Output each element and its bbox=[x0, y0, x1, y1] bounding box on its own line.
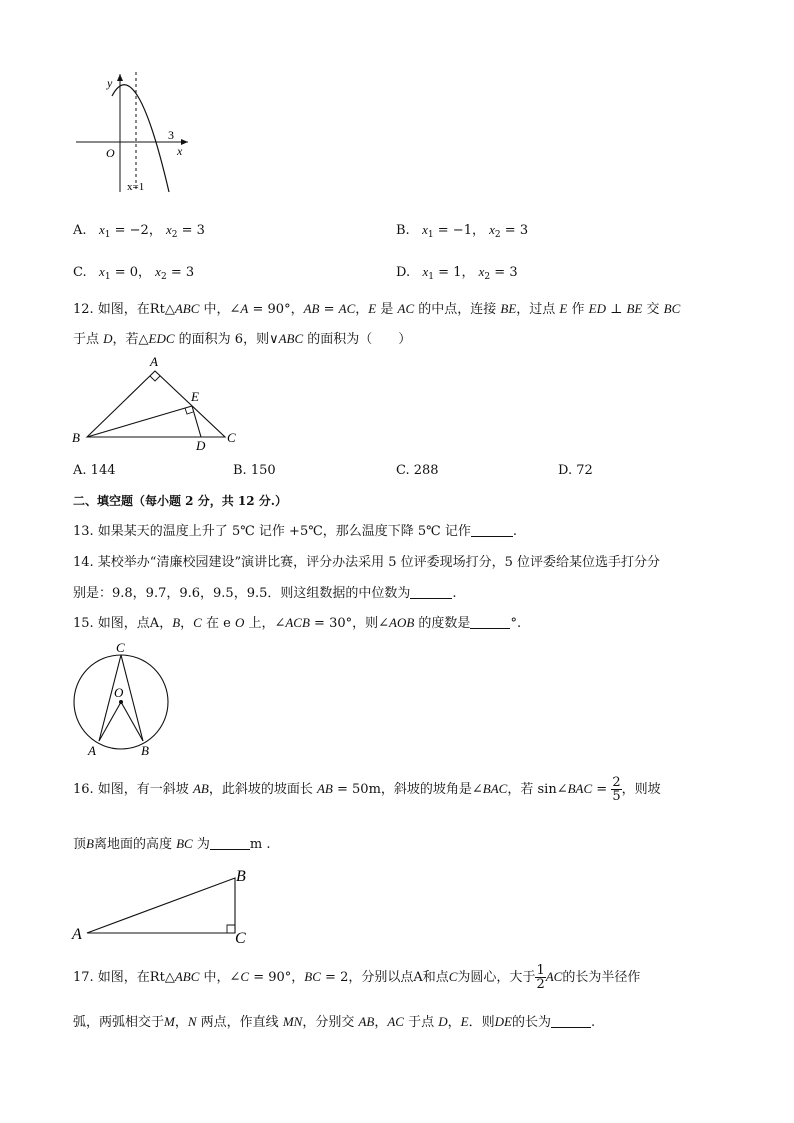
q12-label-c: C bbox=[227, 430, 236, 445]
q17-stem-line1: 17. 如图，在Rt△ABC 中，∠C = 90°，BC = 2，分别以点A和点C为圆心，大于 $\frac{1}{2}$ AC的长为半径作 bbox=[73, 963, 641, 992]
q15-circle-figure bbox=[66, 636, 176, 764]
section-title: 二、填空题（每小题 2 分，共 12 分.） bbox=[73, 494, 287, 508]
q15-label-a: A bbox=[88, 743, 96, 758]
q12-label-a: A bbox=[150, 354, 158, 369]
q12-label-d: D bbox=[196, 438, 206, 450]
q14-answer-blank[interactable] bbox=[410, 586, 452, 599]
q12-option-b[interactable]: B. 150 bbox=[233, 463, 276, 478]
q14-stem-line1: 14. 某校举办“清廉校园建设”演讲比赛，评分办法采用 5 位评委现场打分，5 位评委给某位选手打分分 bbox=[73, 555, 661, 570]
q11-option-b[interactable]: B. $x_1 = -1$， $x_2 = 3$ bbox=[396, 222, 529, 240]
q12-option-d[interactable]: D. 72 bbox=[558, 463, 593, 478]
q15-stem: 15. 如图，点A，B，C 在 e O 上，∠ACB = 30°，则∠AOB 的度数是 °. bbox=[73, 615, 522, 631]
q12-stem-line1: 12. 如图，在Rt△ABC 中，∠A = 90°，AB = AC，E 是 AC 的中点，连接 BE，过点 E 作 ED ⊥ BE 交 BC bbox=[73, 301, 681, 317]
q14-stem-line2: 别是：9.8，9.7，9.6，9.5，9.5．则这组数据的中位数为 . bbox=[73, 586, 457, 601]
q12-triangle-figure bbox=[70, 350, 250, 450]
q15-answer-blank[interactable] bbox=[470, 616, 510, 629]
q17-answer-blank[interactable] bbox=[551, 1015, 591, 1028]
q12-label-e: E bbox=[191, 389, 199, 404]
q15-label-c: C bbox=[116, 640, 125, 655]
parabola-graph bbox=[70, 68, 200, 198]
x-axis-label: x bbox=[177, 144, 183, 158]
origin-label: O bbox=[106, 146, 115, 160]
q13-stem: 13. 如果某天的温度上升了 5℃ 记作 +5℃，那么温度下降 5℃ 记作 . bbox=[73, 524, 517, 539]
q16-fraction: $\frac{2}{5}$ bbox=[612, 775, 621, 804]
y-axis-label: y bbox=[107, 76, 113, 90]
q16-label-b: B bbox=[236, 868, 246, 885]
q17-stem-line2: 弧，两弧相交于M，N 两点，作直线 MN，分别交 AB，AC 于点 D，E．则DE的长为 . bbox=[73, 1014, 596, 1030]
q16-stem-line1: 16. 如图，有一斜坡 AB，此斜坡的坡面长 AB = 50m，斜坡的坡角是∠BAC，若 sin∠BAC = $\frac{2}{5}$ ，则坡 bbox=[73, 775, 661, 804]
q17-fraction: $\frac{1}{2}$ bbox=[536, 963, 545, 992]
q12-label-b: B bbox=[72, 430, 80, 445]
q16-answer-blank[interactable] bbox=[210, 837, 250, 850]
q11-option-d[interactable]: D. $x_1 = 1$， $x_2 = 3$ bbox=[396, 264, 518, 282]
q12-stem-line2: 于点 D，若△EDC 的面积为 6，则∨ABC 的面积为（ ） bbox=[73, 331, 412, 347]
q16-slope-figure bbox=[70, 862, 260, 947]
root-label: 3 bbox=[168, 128, 174, 142]
q16-stem-line2: 顶B离地面的高度 BC 为 m . bbox=[73, 836, 271, 852]
q15-label-b: B bbox=[141, 743, 149, 758]
q15-label-o: O bbox=[114, 685, 124, 700]
q11-option-a[interactable]: A. $x_1 = -2$， $x_2 = 3$ bbox=[73, 222, 205, 240]
q16-label-c: C bbox=[235, 930, 246, 947]
q16-label-a: A bbox=[72, 926, 82, 943]
axis-of-symmetry-label: x=1 bbox=[127, 181, 145, 193]
q11-option-c[interactable]: C. $x_1 = 0$， $x_2 = 3$ bbox=[73, 264, 195, 282]
q12-option-c[interactable]: C. 288 bbox=[396, 463, 439, 478]
q12-option-a[interactable]: A. 144 bbox=[73, 463, 116, 478]
q13-answer-blank[interactable] bbox=[471, 524, 513, 537]
